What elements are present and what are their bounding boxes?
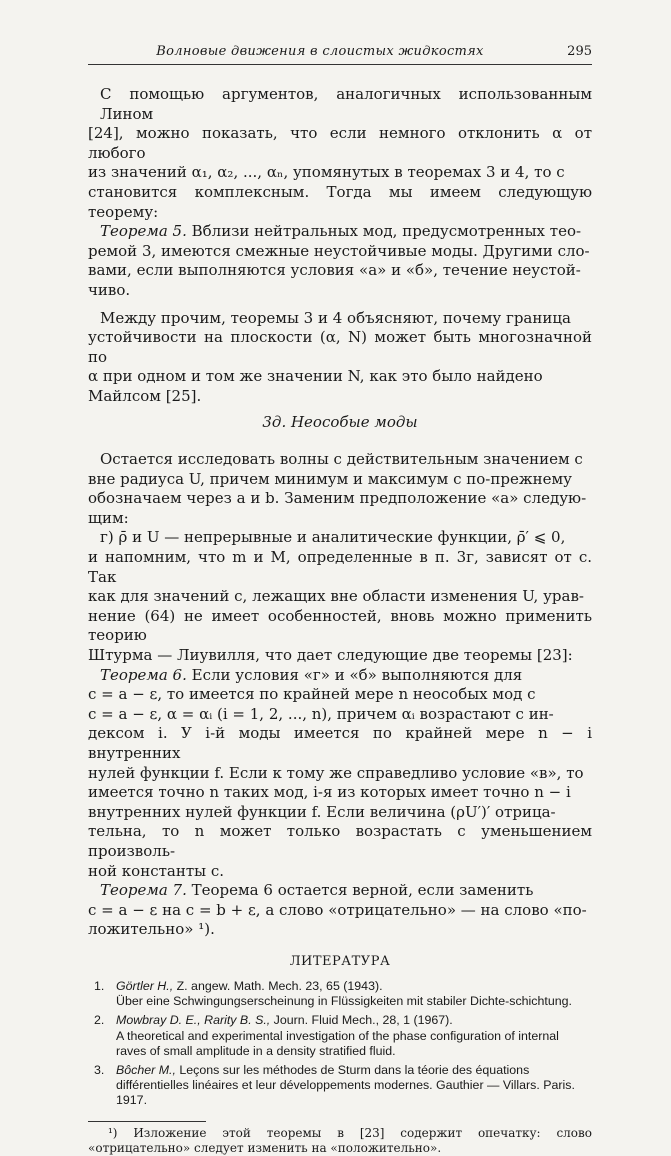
reference-title: Über eine Schwingungserscheinung in Flüssigkeiten mit stabiler Dichte-schichtung. (116, 994, 572, 1009)
footnote-rule (88, 1121, 206, 1122)
text-line: нулей функции f. Если к тому же справедливо условие «в», то (88, 763, 584, 782)
theorem-6-label: Теорема 6. (100, 665, 187, 684)
theorem-5 (88, 222, 592, 300)
text-line: чиво. (88, 280, 131, 299)
text-line: как для значений c, лежащих вне области изменения U, урав- (88, 587, 584, 606)
text-line: Если условия «г» и «б» выполняются для (186, 665, 523, 684)
reference-author: Mowbray D. E., Rarity B. S., (116, 1013, 271, 1028)
text-line: Майлсом [25]. (88, 386, 202, 405)
text-line: вами, если выполняются условия «а» и «б», течение неустой- (88, 261, 581, 280)
text-line: вне радиуса U, причем минимум и максимум c по-прежнему (88, 469, 573, 488)
section-title: 3д. Неособые моды (262, 412, 418, 431)
text-line: ложительно» ¹). (88, 920, 215, 939)
text-line: дексом i. У i-й моды имеется по крайней мере n − i внутренних (88, 724, 592, 762)
reference-source: Leçons sur les méthodes de Sturm dans la téorie des équations différentielles linéaires et leur développements modernes. Gauthier — Villars. Paris. 1917. (116, 1062, 575, 1108)
text-line: имеется точно n таких мод, i-я из которых имеет точно n − i (88, 783, 571, 802)
paragraph-4 (88, 528, 592, 665)
reference-item (88, 1013, 592, 1059)
body-text (88, 85, 592, 940)
text-line: из значений α₁, α₂, ..., αₙ, упомянутых в теоремах 3 и 4, то c (88, 163, 565, 182)
text-line: c = a − ε на c = b + ε, а слово «отрицательно» — на слово «по- (88, 900, 587, 919)
reference-number: 2. (94, 1013, 105, 1028)
reference-item (88, 1063, 592, 1109)
text-line: становится комплексным. Тогда мы имеем следующую теорему: (88, 182, 592, 221)
text-line: Между прочим, теоремы 3 и 4 объясняют, почему граница (100, 308, 571, 327)
reference-number: 3. (94, 1062, 105, 1077)
footnote: ¹) Изложение этой теоремы в [23] содержит опечатку: слово «отрицательно» следует изменить на «положительно». (88, 1125, 592, 1155)
text-line: c = a − ε, то имеется по крайней мере n неособых мод с (88, 685, 536, 704)
text-line: Штурма — Лиувилля, что дает следующие две теоремы [23]: (88, 646, 573, 665)
text-line: c = a − ε, α = αᵢ (i = 1, 2, ..., n), причем αᵢ возрастают с ин- (88, 704, 554, 723)
paragraph-3 (88, 450, 592, 528)
text-line: С помощью аргументов, аналогичных использованным Лином (100, 85, 592, 123)
reference-source: Journ. Fluid Mech., 28, 1 (1967). (270, 1013, 453, 1028)
reference-author: Görtler H., (116, 978, 174, 993)
text-line: ной константы c. (88, 861, 225, 880)
text-line: и напомним, что m и M, определенные в п. 3г, зависят от c. Так (88, 548, 592, 586)
paragraph-1 (88, 85, 592, 222)
text-line: щим: (88, 508, 129, 527)
theorem-7 (88, 881, 592, 940)
references-list (88, 979, 592, 1109)
running-head (88, 42, 592, 65)
text-line: нение (64) не имеет особенностей, вновь можно применить теорию (88, 606, 592, 645)
text-line: тельна, то n может только возрастать с уменьшением произволь- (88, 822, 592, 860)
text-line: обозначаем через a и b. Заменим предположение «а» следую- (88, 489, 587, 508)
text-line: устойчивости на плоскости (α, N) может быть многозначной по (88, 328, 592, 366)
reference-number: 1. (94, 978, 105, 993)
text-line: г) ρ̄ и U — непрерывные и аналитические функции, ρ̄′ ⩽ 0, (100, 528, 566, 547)
running-head-title: Волновые движения в слоистых жидкостях (156, 44, 484, 59)
reference-title: A theoretical and experimental investigation of the phase configuration of internal raves of small amplitude in a density stratified fluid. (116, 1028, 559, 1058)
text-line: [24], можно показать, что если немного отклонить α от любого (88, 124, 592, 162)
text-line: Остается исследовать волны с действительным значением c (100, 450, 583, 469)
text-line: α при одном и том же значении N, как это было найдено (88, 367, 543, 386)
theorem-6 (88, 666, 592, 882)
theorem-7-label: Теорема 7. (100, 881, 187, 900)
reference-author: Bôcher M., (116, 1062, 176, 1077)
reference-source: Z. angew. Math. Mech. 23, 65 (1943). (173, 978, 383, 993)
text-line: внутренних нулей функции f. Если величина (ρU′)′ отрица- (88, 802, 556, 821)
paragraph-2 (88, 309, 592, 407)
theorem-5-label: Теорема 5. (100, 222, 187, 241)
text-line: Теорема 6 остается верной, если заменить (186, 881, 534, 900)
page-number: 295 (567, 44, 592, 59)
page (88, 42, 592, 1156)
references-title: ЛИТЕРАТУРА (289, 953, 391, 969)
text-line: ремой 3, имеются смежные неустойчивые моды. Другими сло- (88, 241, 590, 260)
reference-item (88, 979, 592, 1009)
text-line: Вблизи нейтральных мод, предусмотренных тео- (186, 222, 582, 241)
